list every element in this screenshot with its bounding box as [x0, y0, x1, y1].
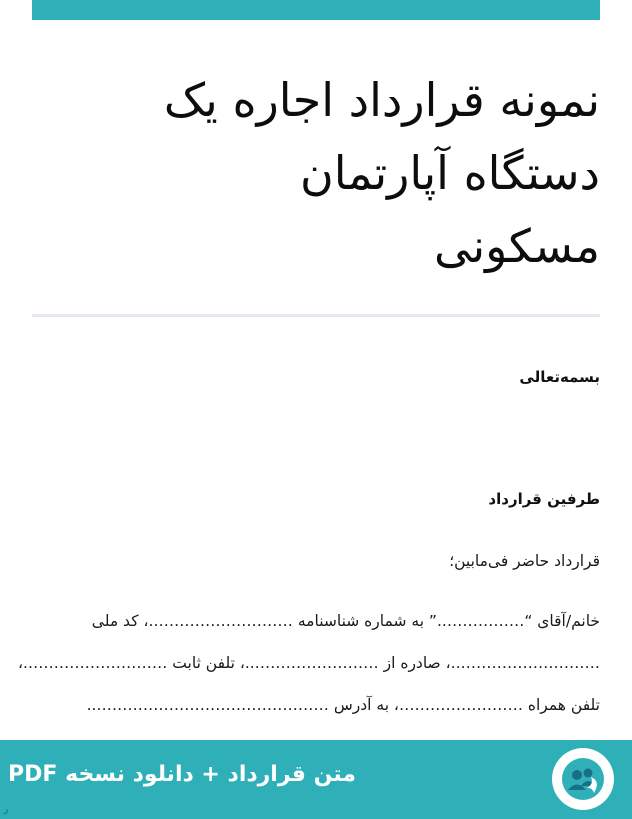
intro-line: قرارداد حاضر فی‌مابین؛	[449, 552, 600, 570]
parties-heading: طرفین قرارداد	[488, 490, 600, 508]
document-page	[17, 0, 600, 740]
footer-banner[interactable]	[0, 740, 632, 819]
people-chat-icon	[552, 748, 614, 810]
document-title	[32, 64, 600, 283]
corner-mark: ر	[4, 805, 9, 815]
title-line-2: دستگاه آپارتمان	[299, 146, 600, 200]
party-line-3: تلفن همراه ……………………، به آدرس ………………………………………..	[86, 696, 600, 714]
party-line-1: خانم/آقای “……………..” به شماره شناسنامه ……………………….، کد ملی	[91, 612, 600, 630]
bismillah-heading: بسمه‌تعالی	[519, 368, 600, 386]
title-divider	[32, 314, 600, 317]
title-line-3: مسکونی	[434, 219, 600, 273]
footer-download-link[interactable]: متن قرارداد + دانلود نسخه PDF	[8, 762, 356, 787]
title-line-1: نمونه قرارداد اجاره یک	[163, 73, 600, 127]
party-line-2: ………………………..، صادره از ……………………..، تلفن ثابت ……………………….،	[17, 654, 600, 672]
